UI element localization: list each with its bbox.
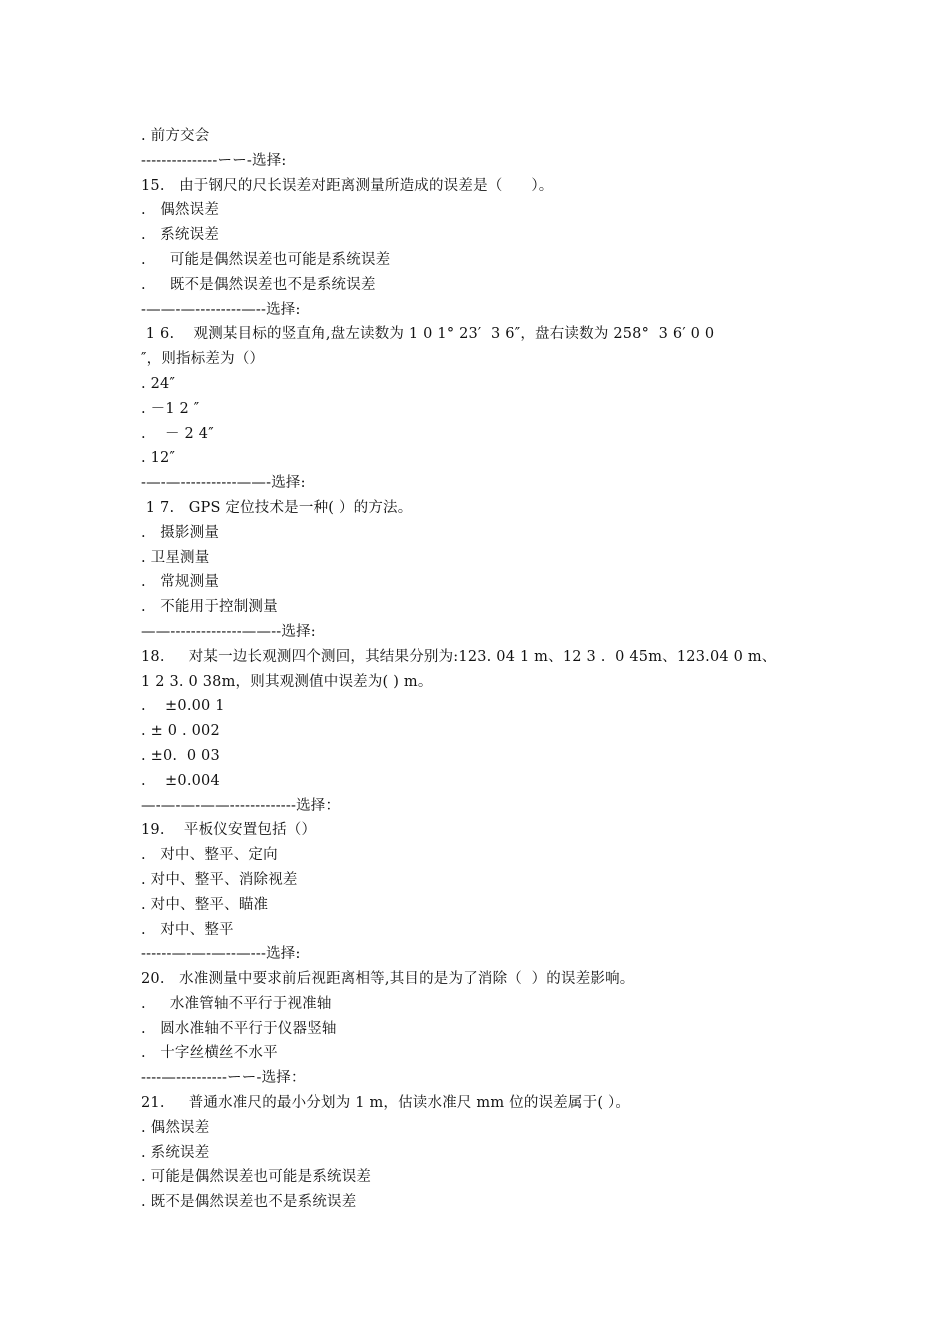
text-line: . 可能是偶然误差也可能是系统误差 <box>141 1169 372 1186</box>
text-line: . 24″ <box>141 375 176 392</box>
text-line: ——--------------——--选择: <box>141 623 316 640</box>
text-line: ---------------ーー-选择: <box>141 152 287 169</box>
document-body <box>141 124 841 1215</box>
text-line: . 对中、整平、消除视差 <box>141 871 298 888</box>
text-line: . 摄影测量 <box>141 524 220 541</box>
text-line: . 十字丝横丝不水平 <box>141 1045 278 1062</box>
text-line: 1 2 3. 0 38m，则其观测值中误差为( ) m。 <box>141 673 433 690</box>
text-line: . 前方交会 <box>141 128 210 144</box>
text-line: . 可能是偶然误差也可能是系统误差 <box>141 251 391 268</box>
text-line: ----—----------ーー-选择： <box>141 1070 306 1087</box>
text-line: . － 2 4″ <box>141 425 214 442</box>
text-line: . 偶然误差 <box>141 202 220 219</box>
text-line: ------—-—-—--—---选择: <box>141 946 301 963</box>
text-line: 21. 普通水准尺的最小分划为 1 m，估读水准尺 mm 位的误差属于( ）。 <box>141 1095 631 1112</box>
text-line: -—-—-----------——-选择: <box>141 475 306 492</box>
text-line: . －1 2 ″ <box>141 400 200 417</box>
text-line: —-—-—-——-------------选择： <box>141 797 341 814</box>
text-line: . 既不是偶然误差也不是系统误差 <box>141 1194 357 1211</box>
text-line: . 偶然误差 <box>141 1119 210 1136</box>
text-line: . ±0.00 1 <box>141 698 225 715</box>
text-line: . 卫星测量 <box>141 549 210 566</box>
text-line: . 对中、整平、瞄准 <box>141 896 269 913</box>
text-line: . 对中、整平、定向 <box>141 847 278 864</box>
text-line: . ±0.004 <box>141 772 220 789</box>
text-line: . 既不是偶然误差也不是系统误差 <box>141 276 376 293</box>
text-line: . 常规测量 <box>141 574 220 591</box>
text-line: -——-—---------—--选择: <box>141 301 301 318</box>
text-line: . 不能用于控制测量 <box>141 599 278 616</box>
text-line: . 对中、整平 <box>141 921 234 938</box>
text-line: . 水准管轴不平行于视准轴 <box>141 995 332 1012</box>
text-line: 15. 由于钢尺的尺长误差对距离测量所造成的误差是（ ）。 <box>141 177 554 194</box>
text-line: . 系统误差 <box>141 1144 210 1161</box>
text-line: . ±0. 0 03 <box>141 747 220 764</box>
text-line: 1 6. 观测某目标的竖直角,盘左读数为 1 0 1° 23′ 3 6″，盘右读数为 258° 3 6′ 0 0 <box>141 326 715 343</box>
text-line: 18. 对某一边长观测四个测回，其结果分别为:123. 04 1 m、12 3 . 0 45m、123.04 0 m、 <box>141 648 777 665</box>
text-line: ″，则指标差为（） <box>141 351 265 368</box>
text-line: . ± 0 . 002 <box>141 723 220 740</box>
text-line: . 12″ <box>141 450 176 467</box>
text-line: . 圆水准轴不平行于仪器竖轴 <box>141 1020 337 1037</box>
text-line: 1 7. GPS 定位技术是一种( ）的方法。 <box>141 499 413 516</box>
text-line: . 系统误差 <box>141 227 220 244</box>
text-line: 19. 平板仪安置包括（） <box>141 822 317 839</box>
text-line: 20. 水准测量中要求前后视距离相等,其目的是为了消除（ ）的误差影响。 <box>141 971 635 988</box>
